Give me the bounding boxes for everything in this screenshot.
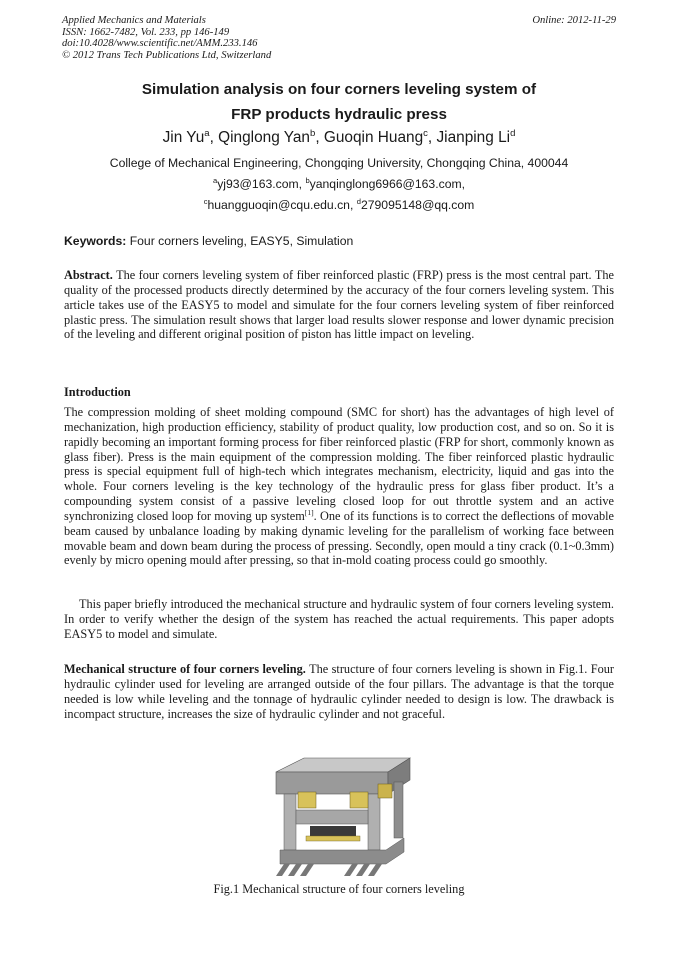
email-mark: a	[212, 175, 218, 185]
email-address: yj93@163.com	[217, 177, 299, 191]
introduction-paragraph-1	[64, 405, 614, 568]
mechanical-structure-text: The structure of four corners leveling is shown in Fig.1. Four hydraulic cylinder used for leveling are arranged outside of the four pillars. The advantage is that the torque needed is low while leveling and the tonnage of hydraulic cylinder needed to design is low. The drawback is incompact structure, increases the size of hydraulic cylinder and not graceful.	[64, 662, 614, 721]
email-mark: b	[305, 175, 310, 185]
leveling-cylinder	[378, 784, 392, 798]
press-top-beam-front	[276, 772, 388, 794]
journal-header	[62, 15, 271, 61]
email-line-1: $^a$yj93@163.com, $^b$yanqinglong6966@163.com,	[212, 175, 466, 191]
email-line-2: $^c$huangguoqin@cqu.edu.cn, $^d$279095148@qq.com	[203, 196, 475, 212]
author-name: Jianping Li	[436, 129, 511, 146]
abstract-text: The four corners leveling system of fiber reinforced plastic (FRP) press is the most central part. The quality of the processed products directly determined by the accuracy of the four corners leveling system. This article takes use of the EASY5 to model and simulate for the four corners leveling system of fiber reinforced plastic press. The simulation result shows that larger load results slower response and lower dynamic precision of the leveling and different original position of piston has little impact on leveling.	[64, 268, 614, 342]
introduction-heading: Introduction	[64, 385, 131, 399]
keywords-label: Keywords:	[64, 234, 127, 248]
mechanical-structure-paragraph	[64, 662, 614, 721]
press-mould	[310, 826, 356, 836]
leveling-cylinder	[350, 792, 368, 808]
press-figure	[270, 756, 416, 876]
abstract-label: Abstract.	[64, 268, 113, 282]
author-name: Guoqin Huang	[323, 129, 424, 146]
author-mark: b	[310, 127, 316, 139]
press-foot	[288, 864, 302, 876]
author-mark: d	[510, 127, 516, 139]
press-mould-plate	[306, 836, 360, 841]
keywords-text: Four corners leveling, EASY5, Simulation	[129, 234, 354, 248]
press-foot	[276, 864, 290, 876]
intro-text: . One of its functions is to correct the deflections of movable beam caused by unbalance loading by making dynamic leveling for the parallelism of working face between movable beam and down beam during the process of pressing. Secondly, open mould a tiny crack (0.1~0.3mm) evenly by micro opening mould after pressing, so that in-mold coating process could go smoothly.	[64, 508, 614, 568]
online-date: Online: 2012-11-29	[532, 15, 616, 26]
introduction-paragraph-2: This paper briefly introduced the mechanical structure and hydraulic system of four corners leveling system. In order to verify whether the design of the system has reached the actual requirements. This paper adopts EASY5 to model and simulate.	[64, 597, 614, 641]
press-foot	[368, 864, 382, 876]
press-foot	[300, 864, 314, 876]
press-pillar	[394, 782, 403, 838]
press-top-beam	[276, 758, 410, 772]
author-name: Jin Yu	[162, 129, 205, 146]
email-address: huangguoqin@cqu.edu.cn	[207, 198, 350, 212]
abstract	[64, 268, 614, 342]
keywords	[64, 234, 353, 248]
affiliation: College of Mechanical Engineering, Chongqing University, Chongqing China, 400044	[109, 156, 569, 170]
journal-copyright: © 2012 Trans Tech Publications Ltd, Switzerland	[62, 49, 272, 61]
email-mark: c	[203, 196, 208, 206]
paper-title-line-1: Simulation analysis on four corners leveling system of	[141, 81, 537, 98]
author-mark: c	[423, 127, 428, 139]
email-address: yanqinglong6966@163.com	[309, 177, 462, 191]
author-name: Qinglong Yan	[218, 129, 310, 146]
press-pillar	[284, 794, 296, 850]
author-mark: a	[204, 127, 210, 139]
journal-name: Applied Mechanics and Materials	[62, 15, 206, 26]
citation-ref: [1]	[304, 507, 314, 517]
email-address: 279095148@qq.com	[360, 198, 475, 212]
mechanical-structure-heading: Mechanical structure of four corners leveling.	[64, 662, 306, 676]
press-foot	[344, 864, 358, 876]
press-moving-beam	[296, 810, 368, 824]
journal-issn: ISSN: 1662-7482, Vol. 233, pp 146-149	[62, 26, 230, 38]
figure-caption: Fig.1 Mechanical structure of four corners leveling	[213, 882, 465, 896]
email-mark: d	[356, 196, 361, 206]
leveling-cylinder	[298, 792, 316, 808]
press-pillar	[368, 794, 380, 850]
intro-text: The compression molding of sheet molding compound (SMC for short) has the advantages of high level of mechanization, high production efficiency, stability of product quality, low production cost, and so on. So it is rapidly becoming an important forming process for fiber reinforced plastic (FRP for short, commonly known as glass fiber). Press is the main equipment of the compression molding. The fiber reinforced plastic hydraulic press is special equipment full of high-tech which integrates mechanism, electricity, liquid and gas into the whole. Four corners leveling is the key technology of the hydraulic press for glass fiber product. It’s a compounding system consist of a passive leveling closed loop for out throttle system and an active synchronizing closed loop for moving up system	[64, 405, 614, 523]
paper-title-line-2: FRP products hydraulic press	[231, 106, 447, 123]
author-list: Jin Yu$^a$, Qinglong Yan$^b$, Guoqin Huang$^c$, Jianping Li$^d$	[162, 127, 516, 146]
press-foot	[356, 864, 370, 876]
press-base	[280, 838, 404, 864]
journal-doi: doi:10.4028/www.scientific.net/AMM.233.146	[62, 38, 258, 50]
